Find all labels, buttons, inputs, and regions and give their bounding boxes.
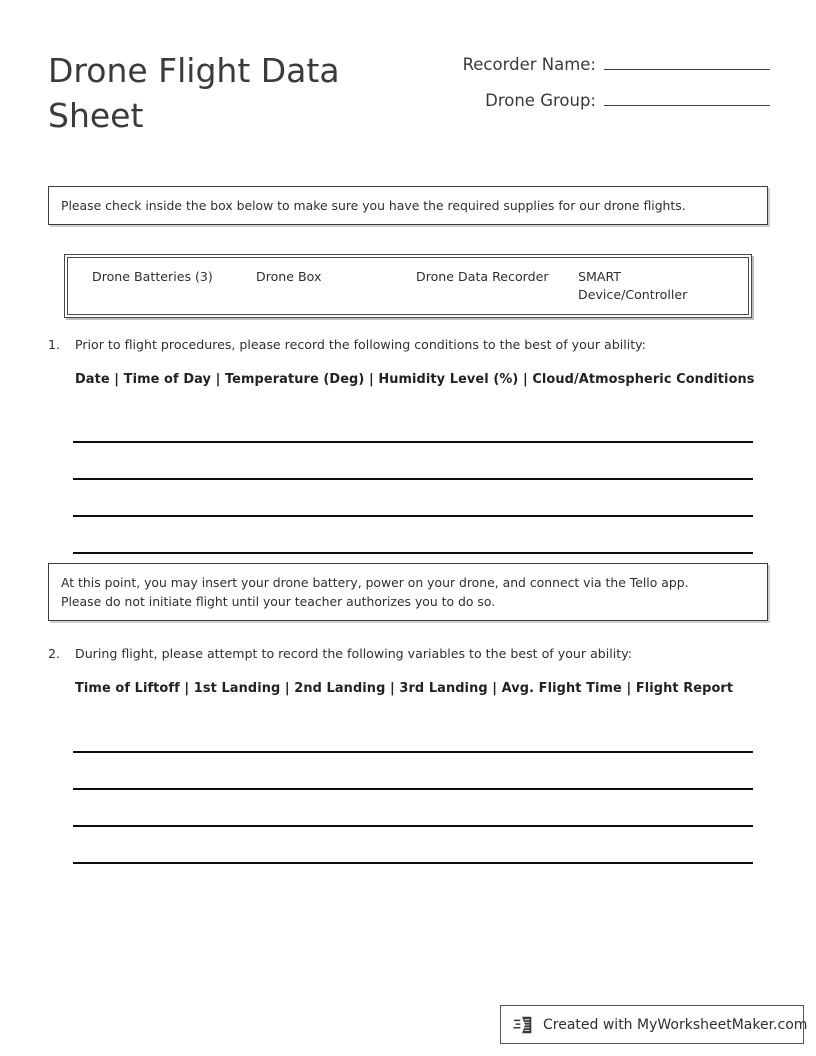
drone-group-field-row bbox=[440, 88, 770, 110]
supplies-list bbox=[92, 268, 738, 304]
answer-line[interactable] bbox=[73, 480, 753, 517]
question-2-number: 2. bbox=[48, 646, 61, 661]
question-1-number: 1. bbox=[48, 337, 61, 352]
answer-line[interactable] bbox=[73, 517, 753, 554]
question-1-head bbox=[48, 336, 768, 354]
question-2-fields: Time of Liftoff | 1st Landing | 2nd Landing | 3rd Landing | Avg. Flight Time | Flight Report bbox=[75, 681, 734, 696]
answer-line[interactable] bbox=[73, 406, 753, 443]
question-1-prompt: Prior to flight procedures, please record the following conditions to the best of your ability: bbox=[75, 337, 646, 352]
answer-line[interactable] bbox=[73, 753, 753, 790]
battery-instruction-box bbox=[48, 563, 768, 621]
question-1-answer-lines bbox=[73, 406, 753, 554]
worksheet-maker-logo-icon bbox=[513, 1014, 535, 1036]
worksheet-maker-badge[interactable] bbox=[500, 1005, 808, 1044]
header-fields bbox=[440, 44, 770, 124]
worksheet-header bbox=[48, 44, 770, 138]
drone-group-label: Drone Group: bbox=[485, 91, 596, 110]
question-2-answer-lines bbox=[73, 716, 753, 864]
supply-item-drone-box[interactable]: Drone Box bbox=[256, 269, 322, 284]
recorder-name-input[interactable] bbox=[604, 52, 770, 70]
battery-instruction-line-1: At this point, you may insert your drone battery, power on your drone, and connect via the Tello app. bbox=[61, 575, 689, 590]
supplies-box-inner bbox=[67, 257, 749, 315]
worksheet-maker-badge-text: Created with MyWorksheetMaker.com bbox=[543, 1016, 808, 1033]
supply-item-smart-device[interactable]: SMART Device/Controller bbox=[578, 269, 688, 302]
answer-line[interactable] bbox=[73, 790, 753, 827]
answer-line[interactable] bbox=[73, 443, 753, 480]
recorder-name-label: Recorder Name: bbox=[462, 55, 596, 74]
supply-item-data-recorder[interactable]: Drone Data Recorder bbox=[416, 269, 549, 284]
page-title: Drone Flight Data Sheet bbox=[48, 51, 340, 135]
question-1-fields: Date | Time of Day | Temperature (Deg) | Humidity Level (%) | Cloud/Atmospheric Conditions bbox=[75, 372, 755, 387]
question-2-head bbox=[48, 645, 768, 663]
question-2 bbox=[48, 645, 768, 696]
drone-group-input[interactable] bbox=[604, 88, 770, 106]
recorder-name-field-row bbox=[440, 52, 770, 74]
answer-line[interactable] bbox=[73, 827, 753, 864]
answer-line[interactable] bbox=[73, 716, 753, 753]
supply-item-batteries[interactable]: Drone Batteries (3) bbox=[92, 269, 213, 284]
supplies-instruction-box bbox=[48, 186, 768, 225]
question-2-prompt: During flight, please attempt to record the following variables to the best of your ability: bbox=[75, 646, 632, 661]
battery-instruction-line-2: Please do not initiate flight until your teacher authorizes you to do so. bbox=[61, 594, 496, 609]
supplies-instruction-text: Please check inside the box below to make sure you have the required supplies for our drone flights. bbox=[61, 198, 686, 213]
question-1 bbox=[48, 336, 768, 387]
supplies-box bbox=[64, 254, 752, 318]
